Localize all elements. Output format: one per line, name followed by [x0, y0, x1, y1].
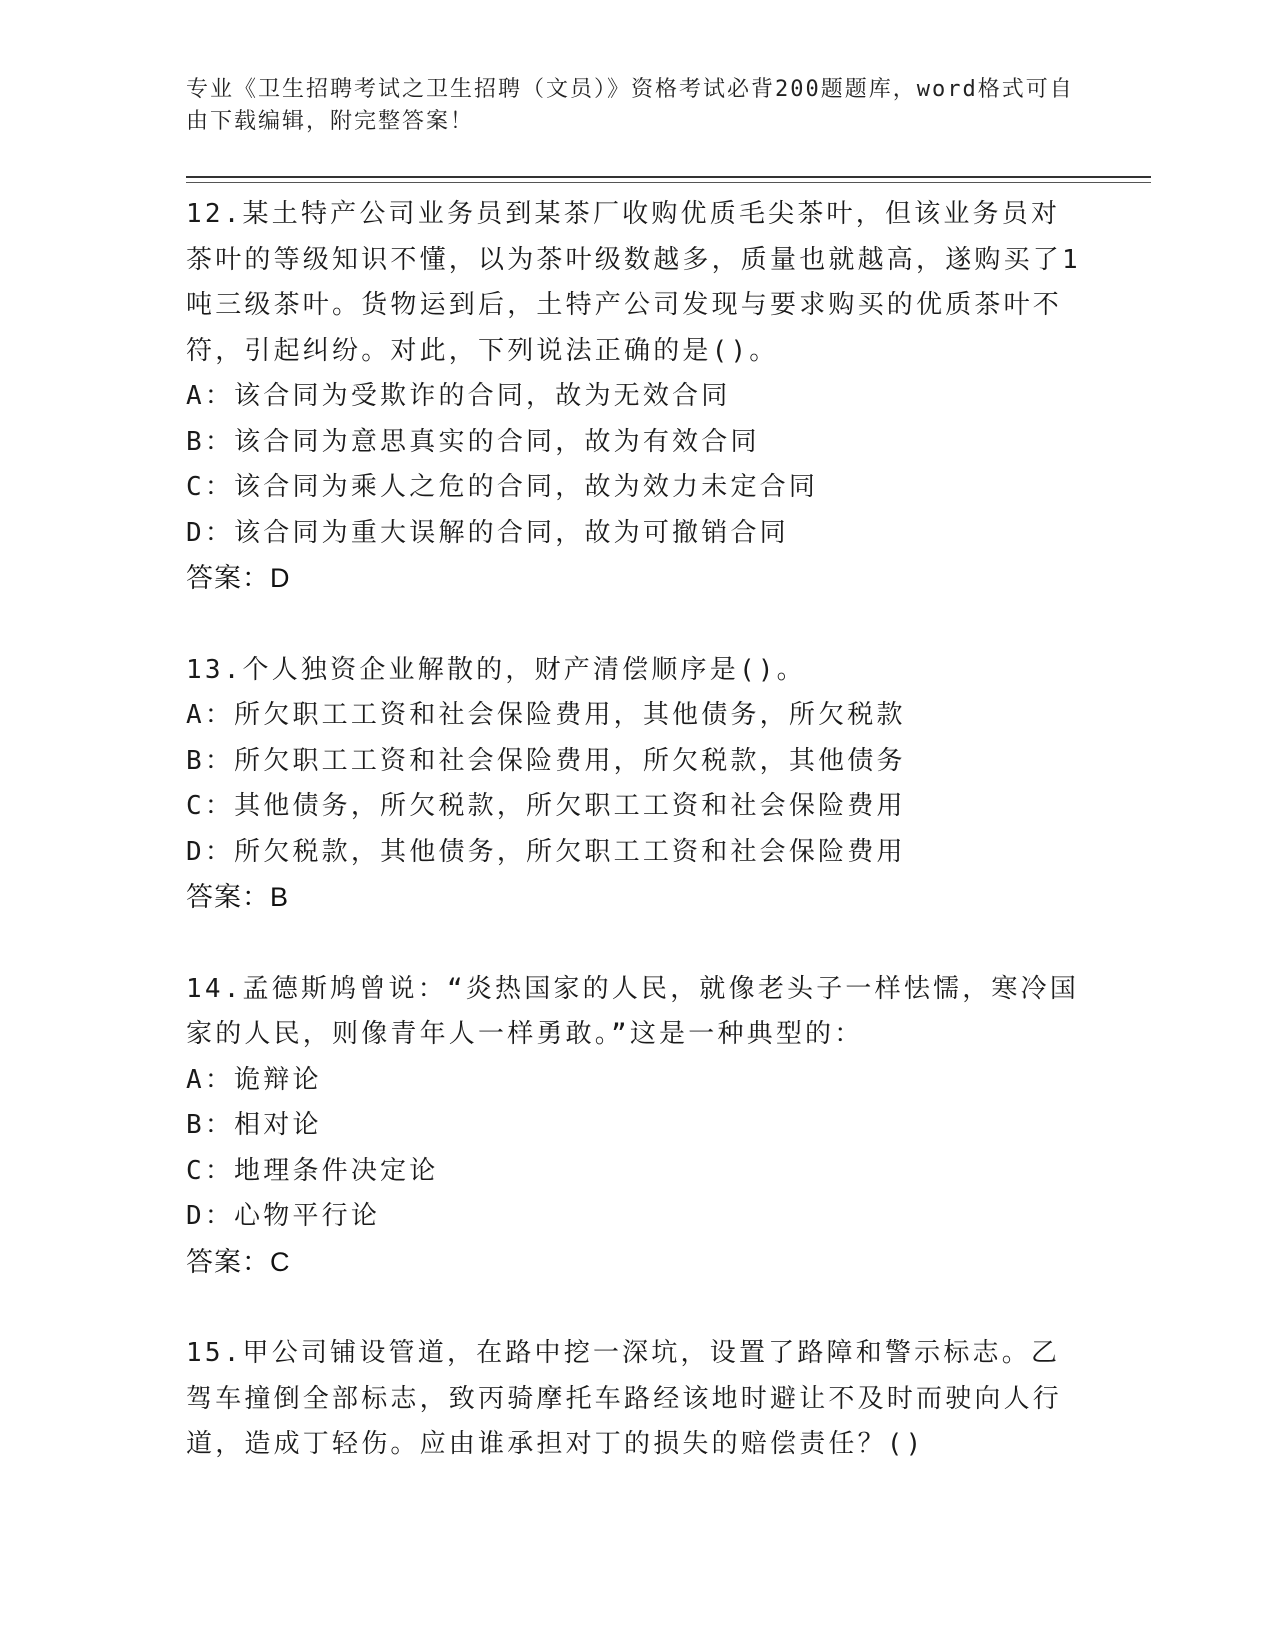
- question-12: [186, 192, 1081, 602]
- option-d: D：心物平行论: [186, 1201, 381, 1231]
- option-a: A：所欠职工工资和社会保险费用，其他债务，所欠税款: [186, 700, 906, 730]
- answer-line: 答案：B: [186, 882, 290, 912]
- header-title: 专业《卫生招聘考试之卫生招聘（文员）》资格考试必背200题题库，word格式可自由下载编辑，附完整答案！: [186, 77, 1074, 134]
- question-list: [186, 192, 1081, 1514]
- question-stem: 13.个人独资企业解散的，财产清偿顺序是()。: [186, 654, 806, 685]
- option-c: C：该合同为乘人之危的合同，故为效力未定合同: [186, 472, 819, 502]
- question-stem: 15.甲公司铺设管道，在路中挖一深坑，设置了路障和警示标志。乙驾车撞倒全部标志，致丙骑摩托车路经该地时避让不及时而驶向人行道，造成丁轻伤。应由谁承担对丁的损失的赔偿责任？(): [186, 1338, 1063, 1459]
- answer-line: 答案：D: [186, 563, 291, 593]
- document-header: [186, 74, 1086, 138]
- option-b: B：所欠职工工资和社会保险费用，所欠税款，其他债务: [186, 745, 906, 776]
- option-a: A：该合同为受欺诈的合同，故为无效合同: [186, 381, 731, 411]
- option-d: D：所欠税款，其他债务，所欠职工工资和社会保险费用: [186, 836, 906, 867]
- question-14: [186, 967, 1081, 1286]
- question-15: [186, 1331, 1081, 1468]
- question-stem: 12.某土特产公司业务员到某茶厂收购优质毛尖茶叶，但该业务员对茶叶的等级知识不懂，以为茶叶级数越多，质量也就越高，遂购买了1吨三级茶叶。货物运到后，土特产公司发现与要求购买的优质茶叶不符，引起纠纷。对此，下列说法正确的是()。: [186, 199, 1081, 366]
- header-divider-thick: [186, 176, 1151, 178]
- header-divider-thin: [186, 182, 1151, 183]
- option-c: C：地理条件决定论: [186, 1155, 439, 1186]
- option-b: B：相对论: [186, 1110, 322, 1140]
- option-b: B：该合同为意思真实的合同，故为有效合同: [186, 426, 760, 457]
- option-a: A：诡辩论: [186, 1064, 322, 1095]
- option-d: D：该合同为重大误解的合同，故为可撤销合同: [186, 517, 789, 548]
- option-c: C：其他债务，所欠税款，所欠职工工资和社会保险费用: [186, 791, 906, 821]
- answer-line: 答案：C: [186, 1246, 291, 1277]
- question-stem: 14.孟德斯鸠曾说：“炎热国家的人民，就像老头子一样怯懦，寒冷国家的人民，则像青年人一样勇敢。”这是一种典型的：: [186, 973, 1080, 1049]
- question-13: [186, 648, 1081, 921]
